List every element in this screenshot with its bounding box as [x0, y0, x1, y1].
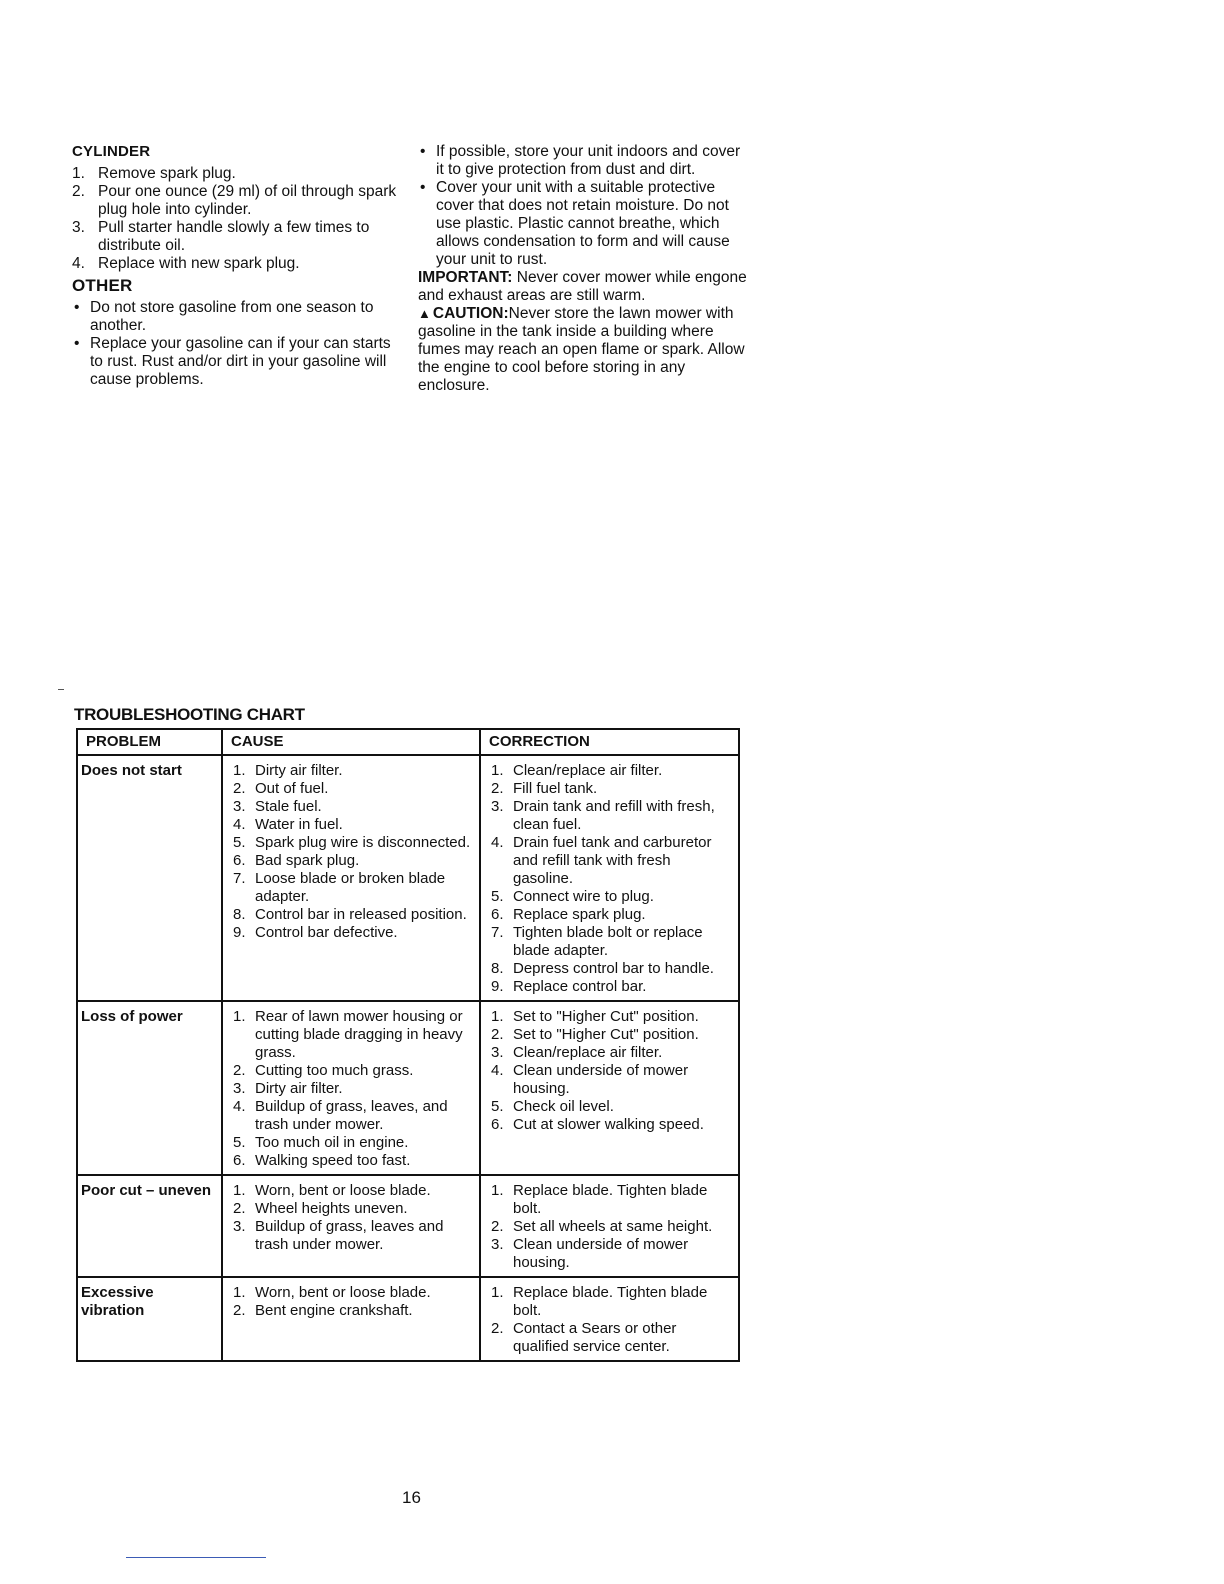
causes-list: [227, 1008, 475, 1170]
list-item: 3. Dirty air filter.: [233, 1080, 343, 1097]
causes-list: [227, 1182, 475, 1254]
correction-cell: [480, 1001, 739, 1175]
bullet-icon: •: [74, 299, 80, 316]
list-item: 7. Tighten blade bolt or replace blade adapter.: [491, 924, 703, 959]
corrections-list: [485, 1008, 734, 1134]
caution-note: ▲ CAUTION:Never store the lawn mower with gasoline in the tank inside a building where fumes may reach an open flame or spark. Allow the engine to cool before storing in any enclosure.: [418, 305, 745, 394]
important-note: IMPORTANT: Never cover mower while engone and exhaust areas are still warm.: [418, 269, 747, 304]
list-item: • If possible, store your unit indoors and cover it to give protection from dust and dirt.: [420, 143, 741, 178]
correction-cell: [480, 755, 739, 1001]
list-item: 5. Check oil level.: [491, 1098, 614, 1115]
list-item: 3. Stale fuel.: [233, 798, 322, 815]
chart-title: TROUBLESHOOTING CHART: [74, 705, 305, 724]
table-row: [77, 1175, 739, 1277]
list-item: 6. Bad spark plug.: [233, 852, 360, 869]
list-item: 4. Drain fuel tank and carburetor and refill tank with fresh gasoline.: [491, 834, 712, 887]
corrections-list: [485, 1182, 734, 1272]
list-item: 3. Pull starter handle slowly a few times to distribute oil.: [72, 219, 370, 254]
list-item: 4. Replace with new spark plug.: [72, 255, 300, 272]
header-correction: CORRECTION: [480, 729, 739, 755]
list-item: 2. Set to "Higher Cut" position.: [491, 1026, 699, 1043]
list-item: 2. Pour one ounce (29 ml) of oil through spark plug hole into cylinder.: [72, 183, 397, 218]
list-item: 2. Fill fuel tank.: [491, 780, 598, 797]
margin-mark: [58, 689, 64, 690]
list-item: 4. Water in fuel.: [233, 816, 343, 833]
list-item: 5. Connect wire to plug.: [491, 888, 654, 905]
other-bullets: [72, 299, 402, 389]
right-column: [418, 143, 748, 395]
cause-cell: [222, 755, 480, 1001]
cause-cell: [222, 1175, 480, 1277]
table-header-row: [77, 729, 739, 755]
table-row: [77, 1001, 739, 1175]
list-item: 7. Loose blade or broken blade adapter.: [233, 870, 446, 905]
list-item: 8. Depress control bar to handle.: [491, 960, 714, 977]
causes-list: [227, 762, 475, 942]
list-item: 3. Drain tank and refill with fresh, clean fuel.: [491, 798, 715, 833]
list-item: 3. Clean underside of mower housing.: [491, 1236, 689, 1271]
header-problem: PROBLEM: [77, 729, 222, 755]
cause-cell: [222, 1001, 480, 1175]
list-item: 8. Control bar in released position.: [233, 906, 467, 923]
bullet-icon: •: [420, 179, 426, 196]
bottom-rule: [126, 1557, 266, 1558]
list-item: 1. Dirty air filter.: [233, 762, 343, 779]
list-item: 1. Clean/replace air filter.: [491, 762, 663, 779]
left-column: [72, 143, 402, 389]
list-item: 6. Cut at slower walking speed.: [491, 1116, 704, 1133]
other-heading: OTHER: [72, 276, 133, 295]
list-item: 1. Replace blade. Tighten blade bolt.: [491, 1284, 708, 1319]
list-item: 5. Too much oil in engine.: [233, 1134, 409, 1151]
list-item: • Do not store gasoline from one season to another.: [74, 299, 374, 334]
list-item: 1. Set to "Higher Cut" position.: [491, 1008, 699, 1025]
table-row: [77, 755, 739, 1001]
troubleshooting-table: [76, 728, 740, 1362]
warning-triangle-icon: ▲: [418, 306, 431, 321]
table-body: [77, 755, 739, 1361]
list-item: 2. Out of fuel.: [233, 780, 329, 797]
problem-cell: Excessive vibration: [77, 1277, 222, 1361]
cause-cell: [222, 1277, 480, 1361]
list-item: 6. Walking speed too fast.: [233, 1152, 411, 1169]
bullet-icon: •: [420, 143, 426, 160]
header-cause: CAUSE: [222, 729, 480, 755]
cylinder-steps: [72, 165, 402, 273]
list-item: 1. Worn, bent or loose blade.: [233, 1182, 431, 1199]
page-number: 16: [402, 1488, 421, 1507]
list-item: 9. Replace control bar.: [491, 978, 647, 995]
list-item: 2. Wheel heights uneven.: [233, 1200, 408, 1217]
problem-cell: Loss of power: [77, 1001, 222, 1175]
list-item: 6. Replace spark plug.: [491, 906, 646, 923]
list-item: 4. Buildup of grass, leaves, and trash under mower.: [233, 1098, 448, 1133]
list-item: • Replace your gasoline can if your can starts to rust. Rust and/or dirt in your gasoline will cause problems.: [74, 335, 391, 388]
list-item: 3. Buildup of grass, leaves and trash under mower.: [233, 1218, 444, 1253]
list-item: 3. Clean/replace air filter.: [491, 1044, 663, 1061]
causes-list: [227, 1284, 475, 1320]
list-item: 5. Spark plug wire is disconnected.: [233, 834, 471, 851]
corrections-list: [485, 762, 734, 996]
list-item: 1. Rear of lawn mower housing or cutting blade dragging in heavy grass.: [233, 1008, 463, 1061]
list-item: 4. Clean underside of mower housing.: [491, 1062, 689, 1097]
list-item: 2. Set all wheels at same height.: [491, 1218, 713, 1235]
correction-cell: [480, 1175, 739, 1277]
list-item: 2. Contact a Sears or other qualified service center.: [491, 1320, 677, 1355]
list-item: 1. Replace blade. Tighten blade bolt.: [491, 1182, 708, 1217]
problem-cell: Does not start: [77, 755, 222, 1001]
problem-cell: Poor cut – uneven: [77, 1175, 222, 1277]
table-row: [77, 1277, 739, 1361]
correction-cell: [480, 1277, 739, 1361]
list-item: 1. Worn, bent or loose blade.: [233, 1284, 431, 1301]
cylinder-heading: CYLINDER: [72, 143, 151, 160]
list-item: 9. Control bar defective.: [233, 924, 398, 941]
storage-bullets: [418, 143, 748, 269]
list-item: 2. Cutting too much grass.: [233, 1062, 414, 1079]
bullet-icon: •: [74, 335, 80, 352]
list-item: 2. Bent engine crankshaft.: [233, 1302, 413, 1319]
corrections-list: [485, 1284, 734, 1356]
list-item: 1. Remove spark plug.: [72, 165, 236, 182]
list-item: • Cover your unit with a suitable protective cover that does not retain moisture. Do not use plastic. Plastic cannot breathe, which allows condensation to form and will cause your unit to rust.: [420, 179, 730, 268]
